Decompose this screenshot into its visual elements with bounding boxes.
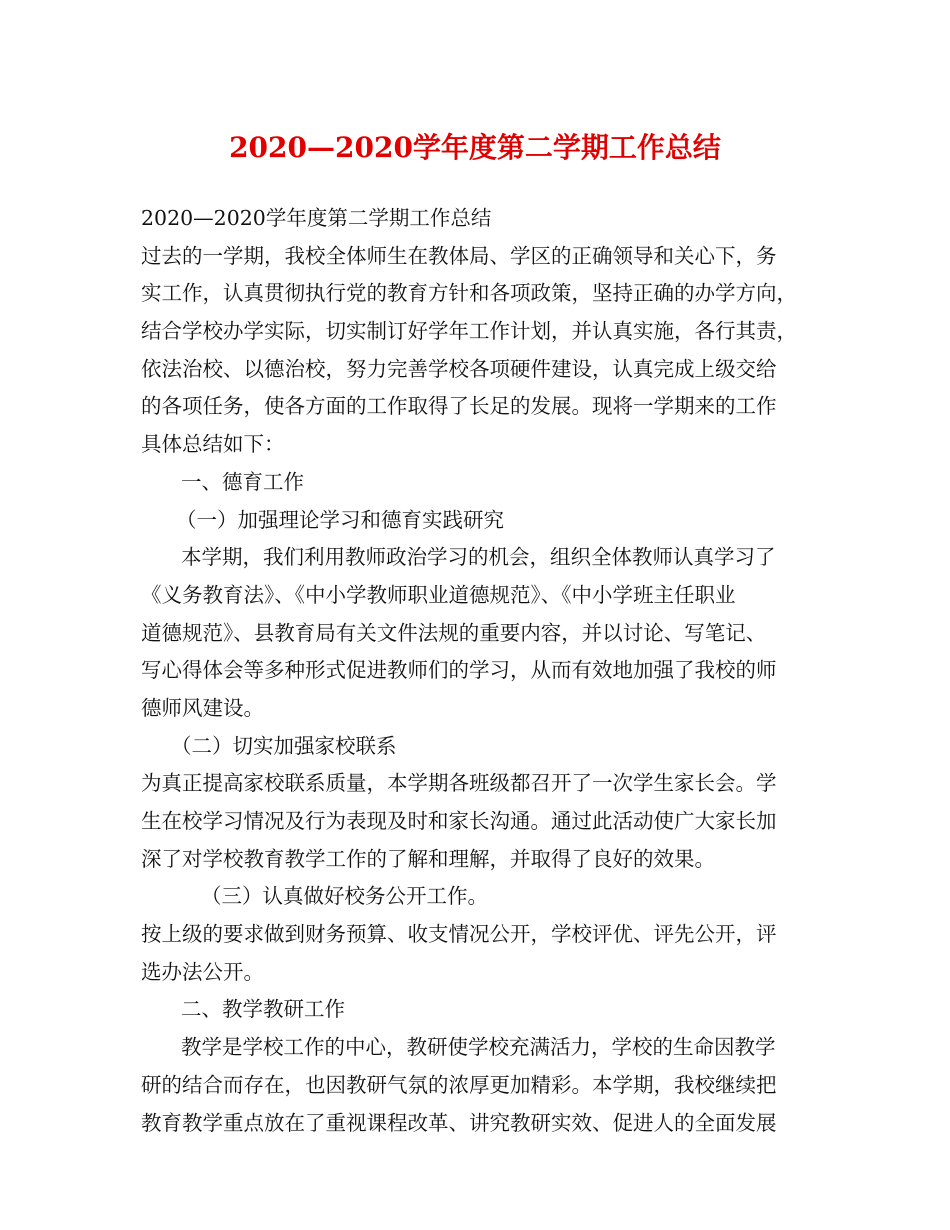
document-title: 2020—2020学年度第二学期工作总结 (229, 131, 721, 164)
paragraph-line: 道德规范》、县教育局有关文件法规的重要内容，并以讨论、写笔记、 (141, 620, 767, 645)
paragraph-line: 选办法公开。 (141, 959, 264, 984)
paragraph-line: 《义务教育法》、《中小学教师职业道德规范》、《中小学班主任职业 (141, 582, 736, 607)
paragraph-line: 生在校学习情况及行为表现及时和家长沟通。通过此活动使广大家长加 (141, 809, 777, 833)
paragraph-line: 依法治校、以德治校，努力完善学校各项硬件建设，认真完成上级交给 (141, 356, 777, 381)
paragraph-line: 教育教学重点放在了重视课程改革、讲究教研实效、促进人的全面发展 (141, 1110, 777, 1135)
subsection-heading-affairs-disclosure: （三）认真做好校务公开工作。 (201, 884, 488, 909)
subsection-heading-home-school: （二）切实加强家校联系 (171, 733, 397, 758)
paragraph-line: 按上级的要求做到财务预算、收支情况公开，学校评优、评先公开，评 (141, 922, 777, 947)
paragraph-line: 的各项任务，使各方面的工作取得了长足的发展。现将一学期来的工作 (141, 394, 777, 419)
document-body (141, 200, 821, 1142)
section-heading-teaching-research: 二、教学教研工作 (181, 997, 345, 1022)
paragraph-line: 结合学校办学实际，切实制订好学年工作计划，并认真实施，各行其责， (141, 319, 797, 344)
subsection-heading-theory-study: （一）加强理论学习和德育实践研究 (176, 507, 504, 532)
paragraph-line: 研的结合而存在，也因教研气氛的浓厚更加精彩。本学期，我校继续把 (141, 1072, 777, 1097)
paragraph-line: 深了对学校教育教学工作的了解和理解，并取得了良好的效果。 (141, 846, 715, 871)
paragraph-line: 写心得体会等多种形式促进教师们的学习，从而有效地加强了我校的师 (141, 658, 777, 683)
paragraph-line: 德师风建设。 (141, 695, 264, 720)
paragraph-line: 教学是学校工作的中心，教研使学校充满活力，学校的生命因教学 (181, 1035, 776, 1060)
paragraph-line: 具体总结如下： (141, 432, 285, 457)
paragraph-line: 本学期，我们利用教师政治学习的机会，组织全体教师认真学习了 (181, 545, 776, 570)
subtitle-line: 2020—2020学年度第二学期工作总结 (141, 206, 492, 230)
paragraph-line: 过去的一学期，我校全体师生在教体局、学区的正确领导和关心下，务 (141, 243, 777, 268)
paragraph-line: 为真正提高家校联系质量，本学期各班级都召开了一次学生家长会。学 (141, 771, 777, 796)
section-heading-moral-education: 一、德育工作 (181, 469, 304, 494)
paragraph-line: 实工作，认真贯彻执行党的教育方针和各项政策，坚持正确的办学方向， (141, 281, 797, 306)
